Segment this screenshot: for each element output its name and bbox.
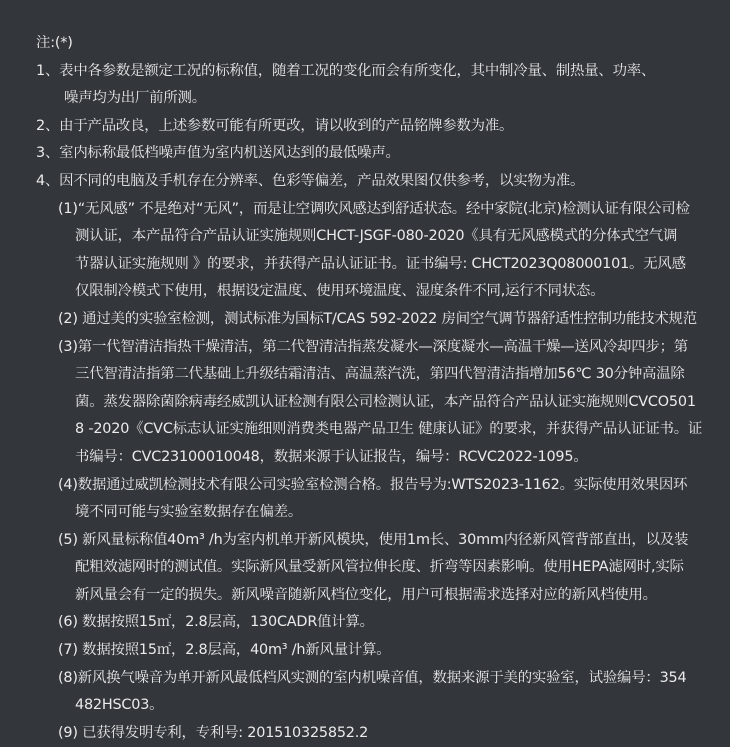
- subnote-5-line-3: 新风量会有一定的损失。新风噪音随新风档位变化，用户可根据需求选择对应的新风档使用。: [75, 586, 657, 603]
- note-1-line-2: 噪声均为出厂前所测。: [64, 90, 206, 107]
- subnote-7: (7) 数据按照15㎡，2.8层高，40m³ /h新风量计算。: [58, 642, 391, 659]
- note-3: 3、室内标称最低档噪声值为室内机送风达到的最低噪声。: [36, 145, 400, 162]
- subnote-6: (6) 数据按照15㎡，2.8层高，130CADR值计算。: [58, 614, 374, 631]
- subnote-4-line-1: (4)数据通过威凯检测技术有限公司实验室检测合格。报告号为:WTS2023-1162。实际使用效果因环: [58, 476, 688, 493]
- note-2: 2、由于产品改良，上述参数可能有所更改，请以收到的产品铭牌参数为准。: [36, 117, 514, 134]
- subnote-2: (2) 通过美的实验室检测，测试标准为国标T/CAS 592-2022 房间空气调节器舒适性控制功能技术规范: [58, 310, 697, 327]
- subnote-3-line-3: 菌。蒸发器除菌除病毒经威凯认证检测有限公司检测认证，本产品符合产品认证实施规则CVCO501: [75, 393, 696, 410]
- subnote-1-line-2: 测认证，本产品符合产品认证实施规则CHCT-JSGF-080-2020《具有无风感模式的分体式空气调: [75, 228, 678, 245]
- subnote-5-line-2: 配粗效滤网时的测试值。实际新风量受新风管拉伸长度、折弯等因素影响。使用HEPA滤网时,实际: [75, 559, 684, 576]
- subnote-1-line-4: 仅限制冷模式下使用，根据设定温度、使用环境温度、湿度条件不同,运行不同状态。: [75, 283, 605, 300]
- subnote-4-line-2: 境不同可能与实验室数据存在偏差。: [75, 504, 303, 521]
- notes-section: [36, 30, 726, 747]
- subnote-8-line-2: 482HSC03。: [75, 697, 164, 714]
- notes-title: 注:(*): [36, 35, 73, 51]
- subnote-3-line-1: (3)第一代智清洁指热干燥清洁，第二代智清洁指蒸发凝水—深度凝水—高温干燥—送风冷却四步；第: [58, 338, 688, 355]
- subnote-1-line-3: 节器认证实施规则 》的要求，并获得产品认证证书。证书编号: CHCT2023Q08000101。无风感: [75, 255, 686, 272]
- subnote-3-line-4: 8 -2020《CVC标志认证实施细则消费类电器产品卫生 健康认证》的要求，并获得产品认证证书。证: [75, 421, 703, 438]
- note-1-line-1: 1、表中各参数是额定工况的标称值，随着工况的变化而会有所变化，其中制冷量、制热量、功率、: [36, 62, 656, 79]
- subnote-1-line-1: (1)“无风感” 不是绝对“无风”，而是让空调吹风感达到舒适状态。经中家院(北京)检测认证有限公司检: [58, 200, 690, 217]
- subnote-9: (9) 已获得发明专利，专利号: 201510325852.2: [58, 724, 369, 741]
- subnote-8-line-1: (8)新风换气噪音为单开新风最低档风实测的室内机噪音值，数据来源于美的实验室，试验编号：354: [58, 669, 687, 686]
- subnote-3-line-2: 三代智清洁指第二代基础上升级结霜清洁、高温蒸汽洗，第四代智清洁指增加56℃ 30分钟高温除: [75, 366, 685, 383]
- note-4: 4、因不同的电脑及手机存在分辨率、色彩等偏差，产品效果图仅供参考，以实物为准。: [36, 172, 585, 189]
- subnote-3-line-5: 书编号：CVC23100010048，数据来源于认证报告，编号：RCVC2022-1095。: [75, 448, 588, 465]
- subnote-5-line-1: (5) 新风量标称值40m³ /h为室内机单开新风模块，使用1m长、30mm内径新风管背部直出，以及装: [58, 531, 689, 548]
